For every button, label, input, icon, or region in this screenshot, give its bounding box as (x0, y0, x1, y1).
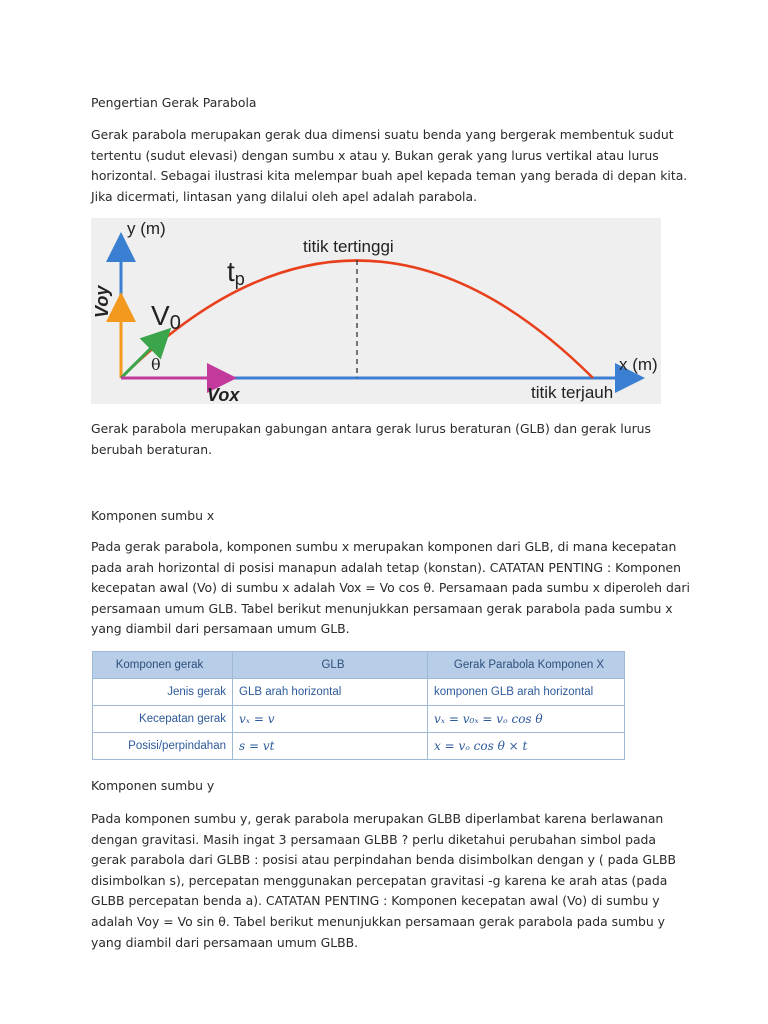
projectile-diagram (91, 218, 661, 404)
table-header: Komponen gerak (93, 652, 233, 679)
table-cell: Kecepatan gerak (93, 706, 233, 733)
x-component-paragraph: Pada gerak parabola, komponen sumbu x merupakan komponen dari GLB, di mana kecepatan pada arah horizontal di posisi manapun adalah tetap (konstan). CATATAN PENTING : Komponen kecepatan awal (Vo) di sumbu x adalah Vox = Vo cos θ. Persamaan pada sumbu x diperoleh dari persamaan umum GLB. Tabel berikut menunjukkan persamaan gerak parabola pada sumbu x yang diambil dari persamaan umum GLB. (91, 539, 690, 637)
voy-label: Voy (92, 285, 112, 318)
table-cell: GLB arah horizontal (233, 679, 428, 706)
combination-paragraph: Gerak parabola merupakan gabungan antara gerak lurus beraturan (GLB) dan gerak lurus berubah beraturan. (91, 421, 651, 457)
far-point-label: titik terjauh (531, 383, 614, 402)
theta-label: θ (151, 355, 161, 374)
table-cell: komponen GLB arah horizontal (428, 679, 625, 706)
intro-paragraph: Gerak parabola merupakan gerak dua dimensi suatu benda yang bergerak membentuk sudut tertentu (sudut elevasi) dengan sumbu x atau y. Bukan gerak yang lurus vertikal atau lurus horizontal. Sebagai ilustrasi kita melempar buah apel kepada teman yang berada di depan kita. Jika dicermati, lintasan yang dilalui oleh apel adalah parabola. (91, 127, 688, 204)
table-cell: vₓ = v (233, 706, 428, 733)
vox-label: Vox (207, 385, 240, 404)
v0-label: V0 (151, 300, 181, 334)
table-cell: x = vₒ cos θ × t (428, 733, 625, 760)
x-component-heading: Komponen sumbu x (91, 508, 215, 523)
peak-label: titik tertinggi (303, 237, 394, 256)
table-header-row (93, 652, 625, 679)
table-cell: s = vt (233, 733, 428, 760)
table-row (93, 679, 625, 706)
table-cell: Posisi/perpindahan (93, 733, 233, 760)
table-cell: Jenis gerak (93, 679, 233, 706)
table-header: Gerak Parabola Komponen X (428, 652, 625, 679)
x-axis-label: x (m) (619, 355, 658, 374)
table-header: GLB (233, 652, 428, 679)
table-row (93, 733, 625, 760)
x-component-table (92, 651, 625, 760)
table-cell: vₓ = v₀ₓ = vₒ cos θ (428, 706, 625, 733)
y-axis-label: y (m) (127, 219, 166, 238)
page-title: Pengertian Gerak Parabola (91, 95, 257, 110)
y-component-heading: Komponen sumbu y (91, 778, 215, 793)
tp-label: tp (227, 256, 245, 289)
table-row (93, 706, 625, 733)
y-component-paragraph: Pada komponen sumbu y, gerak parabola merupakan GLBB diperlambat karena berlawanan dengan gravitasi. Masih ingat 3 persamaan GLBB ? perlu diketahui perubahan simbol pada gerak parabola dari GLBB : posisi atau perpindahan benda disimbolkan dengan y ( pada GLBB disimbolkan s), percepatan menggunakan percepatan gravitasi -g karena ke arah atas (pada GLBB percepatan benda a). CATATAN PENTING : Komponen kecepatan awal (Vo) di sumbu y adalah Voy = Vo sin θ. Tabel berikut menunjukkan persamaan gerak parabola pada sumbu y yang diambil dari persamaan umum GLBB. (91, 811, 677, 950)
